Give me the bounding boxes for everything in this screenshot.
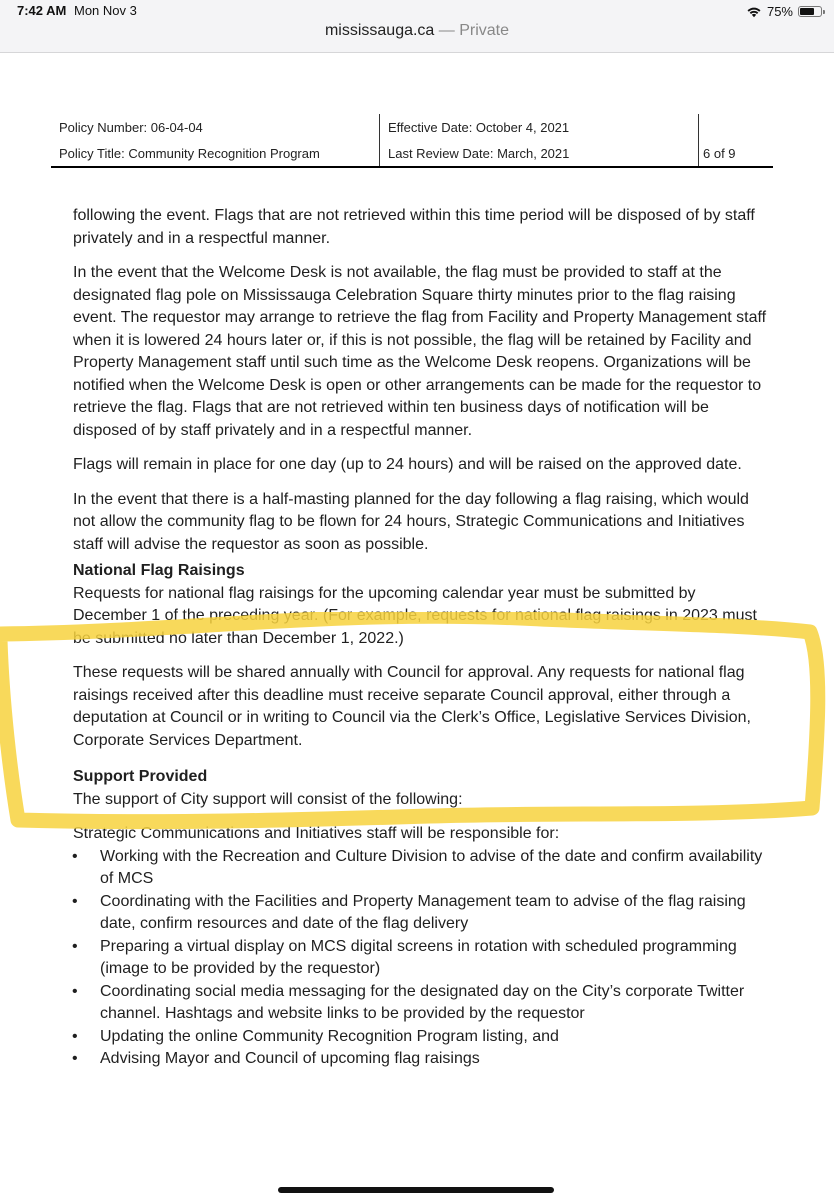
- support-provided-heading: Support Provided: [73, 768, 208, 785]
- private-label: — Private: [438, 22, 510, 39]
- status-right: [746, 4, 822, 19]
- battery-percent: 75%: [766, 4, 793, 19]
- support-list: [72, 846, 773, 1071]
- support-paragraph-2: Strategic Communications and Initiatives staff will be responsible for:: [73, 825, 560, 842]
- list-item: • Preparing a virtual display on MCS digital screens in rotation with scheduled programming (image to be provided by the requestor): [72, 937, 737, 977]
- national-paragraph-2: These requests will be shared annually with Council for approval. Any requests for national flag raisings received after this deadline must receive separate Council approval, either through a deputation at Council or in writing to Council via the Clerk’s Office, Legislative Services Division, Corporate Services Department.: [73, 664, 751, 749]
- list-item: • Advising Mayor and Council of upcoming flag raisings: [72, 1048, 773, 1071]
- bullet-glyph: •: [72, 1027, 78, 1045]
- address-domain: mississauga.ca: [324, 22, 435, 39]
- support-paragraph-1: The support of City support will consist of the following:: [73, 790, 463, 808]
- policy-title: Policy Title: Community Recognition Program: [51, 140, 380, 167]
- policy-header-table: [51, 114, 773, 168]
- effective-date: Effective Date: October 4, 2021: [380, 114, 699, 140]
- list-item: • Updating the online Community Recognition Program listing, and: [72, 1026, 773, 1049]
- policy-number: Policy Number: 06-04-04: [51, 114, 380, 140]
- paragraph: In the event that the Welcome Desk is not available, the flag must be provided to staff at the designated flag pole on Mississauga Celebration Square thirty minutes prior to the flag raising event. The requestor may arrange to retrieve the flag from Facility and Property Management staff when it is lowered 24 hours later or, if this is not possible, the flag will be retained by Facility and Property Management staff until such time as the Welcome Desk reopens. Organizations will be notified when the Welcome Desk is open or other arrangements can be made for the requestor to retrieve the flag. Flags that are not retrieved within ten business days of notification will be disposed of by staff privately and in a respectful manner.: [73, 264, 767, 439]
- paragraph: Flags will remain in place for one day (up to 24 hours) and will be raised on the approved date.: [73, 456, 742, 473]
- paragraph: following the event. Flags that are not retrieved within this time period will be disposed of by staff privately and in a respectful manner.: [73, 207, 755, 247]
- bullet-glyph: •: [72, 847, 78, 865]
- battery-icon: [798, 6, 822, 17]
- status-bar: [0, 0, 834, 53]
- battery-level: [800, 8, 814, 15]
- last-review-date: Last Review Date: March, 2021: [380, 140, 699, 167]
- status-date: Mon Nov 3: [74, 3, 137, 18]
- home-indicator[interactable]: [278, 1187, 554, 1193]
- page-cell-empty: [699, 114, 774, 140]
- wifi-icon: [746, 6, 762, 18]
- bullet-glyph: •: [72, 1050, 78, 1067]
- national-paragraph-1: Requests for national flag raisings for the upcoming calendar year must be submitted by December 1 of the preceding year. (For example, requests for national flag raisings in 2023 must be submitted no later than December 1, 2022.): [73, 584, 757, 647]
- bullet-glyph: •: [72, 892, 78, 910]
- list-item: • Coordinating with the Facilities and Property Management team to advise of the flag raising date, confirm resources and date of the flag delivery: [72, 892, 746, 932]
- document-content: [73, 205, 773, 1071]
- bullet-glyph: •: [72, 982, 78, 1000]
- status-time: 7:42 AM: [17, 3, 67, 18]
- address-bar[interactable]: [0, 22, 834, 40]
- paragraph: In the event that there is a half-masting planned for the day following a flag raising, which would not allow the community flag to be flown for 24 hours, Strategic Communications and Initiatives staff will advise the requestor as soon as possible.: [73, 490, 749, 553]
- list-item: • Coordinating social media messaging for the designated day on the City’s corporate Twitter channel. Hashtags and website links to be provided by the requestor: [72, 982, 745, 1022]
- page-number: 6 of 9: [699, 140, 774, 167]
- bullet-glyph: •: [72, 937, 78, 955]
- list-item: • Working with the Recreation and Culture Division to advise of the date and confirm availability of MCS: [72, 847, 763, 887]
- national-flag-heading: National Flag Raisings: [73, 562, 245, 579]
